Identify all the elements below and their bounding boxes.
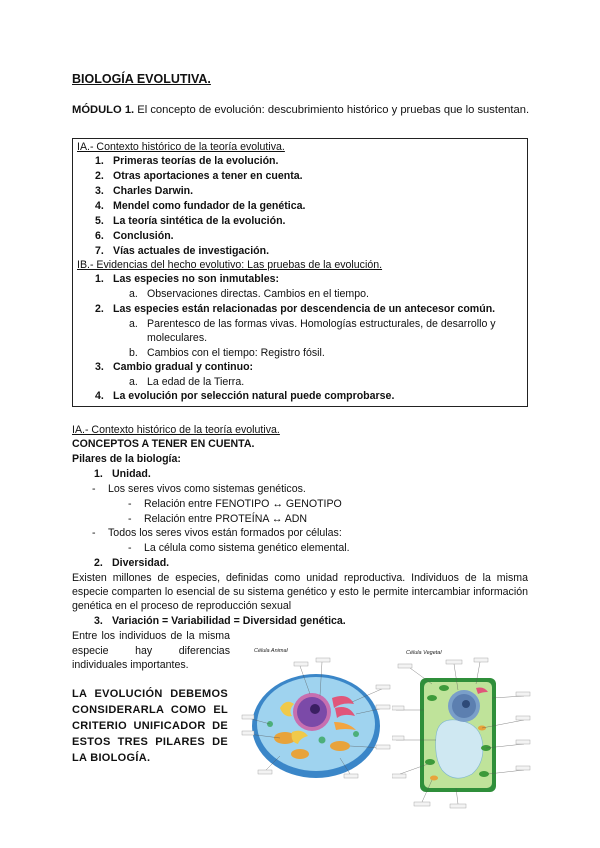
- dash-bullet: -: [128, 498, 132, 510]
- label-placeholder: [398, 664, 412, 668]
- plant-cell-diagram: [392, 640, 532, 810]
- toc-item: 1. Primeras teorías de la evolución.: [95, 155, 279, 167]
- module-heading: [72, 104, 529, 116]
- label-placeholder: [474, 658, 488, 662]
- toc-item: 5. La teoría sintética de la evolución.: [95, 215, 286, 227]
- toc-subitem-continuation: moleculares.: [147, 332, 208, 344]
- bullet-text: Todos los seres vivos están formados por células:: [108, 527, 342, 539]
- toc-item: 1. Las especies no son inmutables:: [95, 273, 280, 285]
- pillar-unity: Unidad.: [112, 468, 151, 480]
- toc-item: 2. Las especies están relacionadas por descendencia de un antecesor común.: [95, 303, 496, 315]
- label-placeholder: [376, 705, 390, 709]
- pillars-heading: Pilares de la biología:: [72, 453, 181, 465]
- dash-bullet: -: [128, 513, 132, 525]
- toc-subitem: a. La edad de la Tierra.: [129, 376, 245, 388]
- toc-item: 2. Otras aportaciones a tener en cuenta.: [95, 170, 303, 182]
- label-placeholder: [376, 685, 390, 689]
- label-placeholder: [376, 745, 390, 749]
- label-placeholder: [242, 715, 254, 719]
- lysosome: [319, 737, 326, 744]
- pillar-number: 1.: [94, 468, 103, 480]
- bullet-text: Relación entre PROTEÍNA ↔ ADN: [144, 513, 308, 525]
- label-placeholder: [344, 774, 358, 778]
- label-placeholder: [258, 770, 272, 774]
- toc-item: 4. Mendel como fundador de la genética.: [95, 200, 306, 212]
- lysosome: [353, 731, 359, 737]
- chloroplast: [425, 759, 435, 765]
- toc-item: 4. La evolución por selección natural puede comprobarse.: [95, 390, 395, 402]
- toc-subitem: a. Parentesco de las formas vivas. Homologías estructurales, de desarrollo y: [129, 318, 496, 330]
- toc-subitem: b. Cambios con el tiempo: Registro fósil.: [129, 347, 325, 359]
- module-text: El concepto de evolución: descubrimiento histórico y pruebas que lo sustentan.: [134, 104, 530, 116]
- section-heading: IA.- Contexto histórico de la teoría evolutiva.: [72, 424, 280, 436]
- conclusion-statement: LA EVOLUCIÓN DEBEMOS CONSIDERARLA COMO EL CRITERIO UNIFICADOR DE ESTOS TRES PILARES DE LA BIOLOGÍA.: [72, 688, 228, 764]
- bullet-text: Los seres vivos como sistemas genéticos.: [108, 483, 306, 495]
- bullet-text: La célula como sistema genético elemental.: [144, 542, 350, 554]
- label-placeholder: [294, 662, 308, 666]
- dash-bullet: -: [92, 527, 96, 539]
- variation-paragraph: Entre los individuos de la misma especie hay diferencias individuales importantes.: [72, 630, 230, 671]
- chloroplast: [427, 695, 437, 701]
- diversity-paragraph: Existen millones de especies, definidas como unidad reproductiva. Individuos de la misma especie comparten lo esencial de su sistema genético y esto le permite intercambiar información genética en el proceso de reproducción sexual: [72, 572, 528, 612]
- chloroplast: [479, 771, 489, 777]
- toc-item: 6. Conclusión.: [95, 230, 174, 242]
- animal-cell-diagram: [240, 638, 392, 790]
- pillar-diversity: Diversidad.: [112, 557, 170, 569]
- label-placeholder: [242, 731, 254, 735]
- nucleolus: [310, 704, 320, 714]
- label-placeholder: [392, 736, 404, 740]
- toc-section-b: IB.- Evidencias del hecho evolutivo: Las pruebas de la evolución.: [77, 259, 383, 271]
- dash-bullet: -: [128, 542, 132, 554]
- bullet-text: Relación entre FENOTIPO ↔ GENOTIPO: [144, 498, 342, 510]
- mitochondrion: [291, 749, 309, 759]
- toc-item: 3. Charles Darwin.: [95, 185, 194, 197]
- pillar-variation: Variación = Variabilidad = Diversidad genética.: [112, 615, 346, 627]
- label-placeholder: [516, 716, 530, 720]
- chloroplast: [439, 685, 449, 691]
- label-placeholder: [516, 740, 530, 744]
- toc-section-a: IA.- Contexto histórico de la teoría evolutiva.: [77, 141, 285, 153]
- label-placeholder: [446, 660, 462, 664]
- plant-cell-caption: Célula Vegetal: [406, 650, 442, 656]
- concepts-heading: CONCEPTOS A TENER EN CUENTA.: [72, 438, 255, 450]
- module-label: MÓDULO 1.: [72, 104, 135, 116]
- central-vacuole: [436, 720, 483, 778]
- document-title: BIOLOGÍA EVOLUTIVA.: [72, 72, 211, 86]
- pillar-number: 2.: [94, 557, 103, 569]
- label-placeholder: [316, 658, 330, 662]
- toc-item: 3. Cambio gradual y continuo:: [95, 361, 254, 373]
- label-placeholder: [414, 802, 430, 806]
- label-placeholder: [392, 774, 406, 778]
- label-placeholder: [392, 706, 404, 710]
- label-placeholder: [516, 766, 530, 770]
- animal-cell-caption: Célula Animal: [254, 648, 288, 654]
- toc-box: [72, 138, 528, 407]
- label-placeholder: [450, 804, 466, 808]
- label-leader: [492, 696, 524, 698]
- toc-item: 7. Vías actuales de investigación.: [95, 245, 270, 257]
- mitochondrion: [330, 741, 350, 751]
- toc-subitem: a. Observaciones directas. Cambios en el tiempo.: [129, 288, 369, 300]
- label-placeholder: [516, 692, 530, 696]
- dash-bullet: -: [92, 483, 96, 495]
- nucleolus: [462, 700, 470, 708]
- mitochondrion: [430, 776, 438, 781]
- pillar-number: 3.: [94, 615, 103, 627]
